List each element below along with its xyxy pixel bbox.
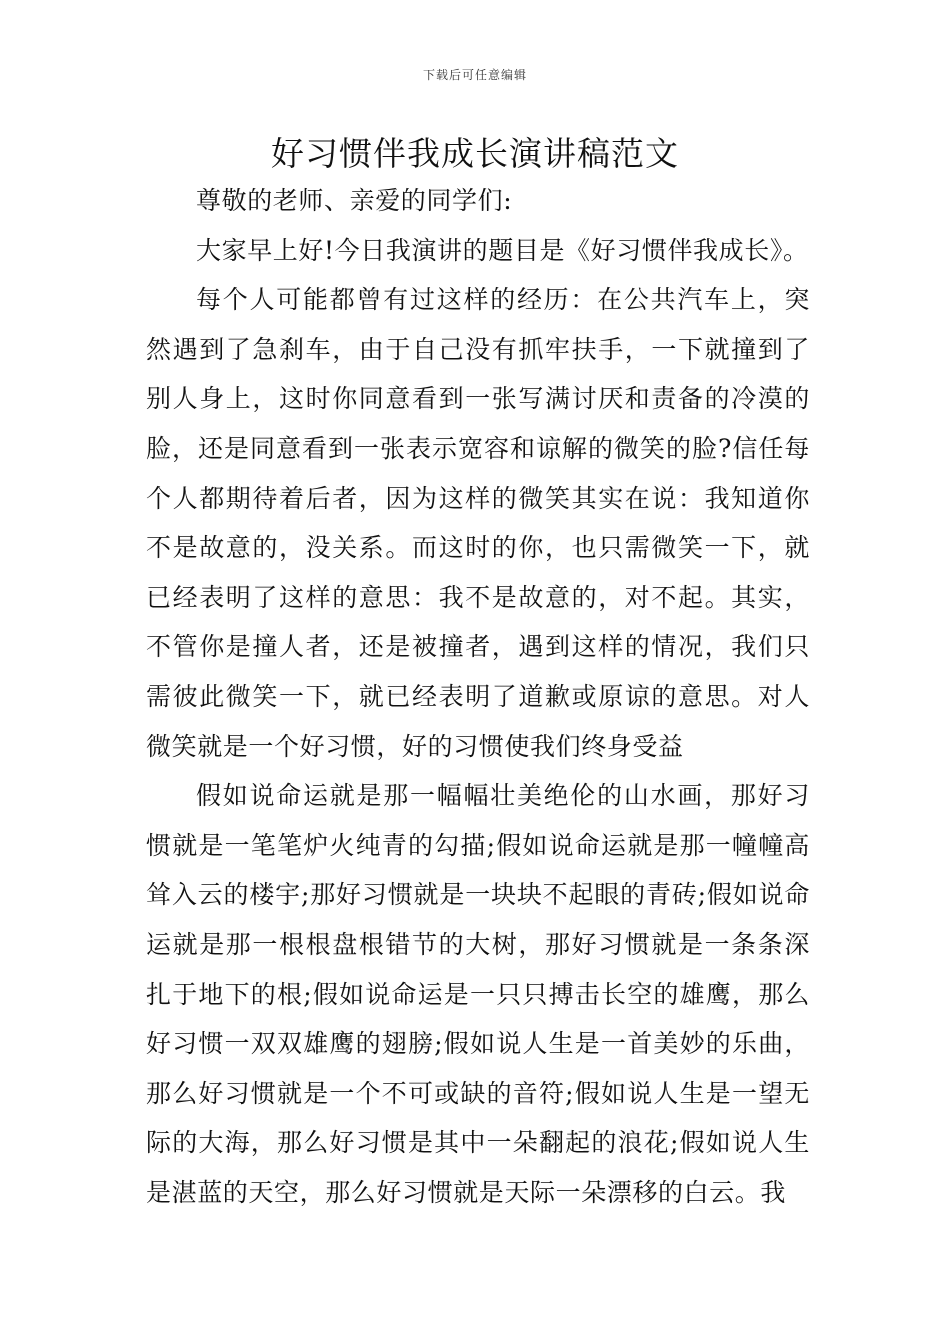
body-paragraph: 每个人可能都曾有过这样的经历：在公共汽车上，突然遇到了急刹车，由于自己没有抓牢扶手，一下就撞到了别人身上，这时你同意看到一张写满讨厌和责备的冷漠的脸，还是同意看到一张表示宽容和谅解的微笑的脸?信任每个人都期待着后者，因为这样的微笑其实在说：我知道你不是故意的，没关系。而这时的你，也只需微笑一下，就已经表明了这样的意思：我不是故意的，对不起。其实，不管你是撞人者，还是被撞者，遇到这样的情况，我们只需彼此微笑一下，就已经表明了道歉或原谅的意思。对人微笑就是一个好习惯，好的习惯使我们终身受益: [146, 285, 810, 761]
greeting-paragraph: 尊敬的老师、亲爱的同学们:: [196, 186, 513, 215]
document-title: 好习惯伴我成长演讲稿范文: [271, 134, 679, 173]
opening-paragraph: 大家早上好!今日我演讲的题目是《好习惯伴我成长》。: [196, 235, 809, 265]
header-note: 下载后可任意编辑: [422, 68, 527, 82]
body-paragraph: 假如说命运就是那一幅幅壮美绝伦的山水画，那好习惯就是一笔笔炉火纯青的勾描;假如说命运就是那一幢幢高耸入云的楼宇;那好习惯就是一块块不起眼的青砖;假如说命运就是那一根根盘根错节的大树，那好习惯就是一条条深扎于地下的根;假如说命运是一只只搏击长空的雄鹰，那么好习惯一双双雄鹰的翅膀;假如说人生是一首美妙的乐曲，那么好习惯就是一个不可或缺的音符;假如说人生是一望无际的大海，那么好习惯是其中一朵翻起的浪花;假如说人生是湛蓝的天空，那么好习惯就是天际一朵漂移的白云。我: [146, 781, 810, 1207]
document-body: [146, 176, 810, 1217]
